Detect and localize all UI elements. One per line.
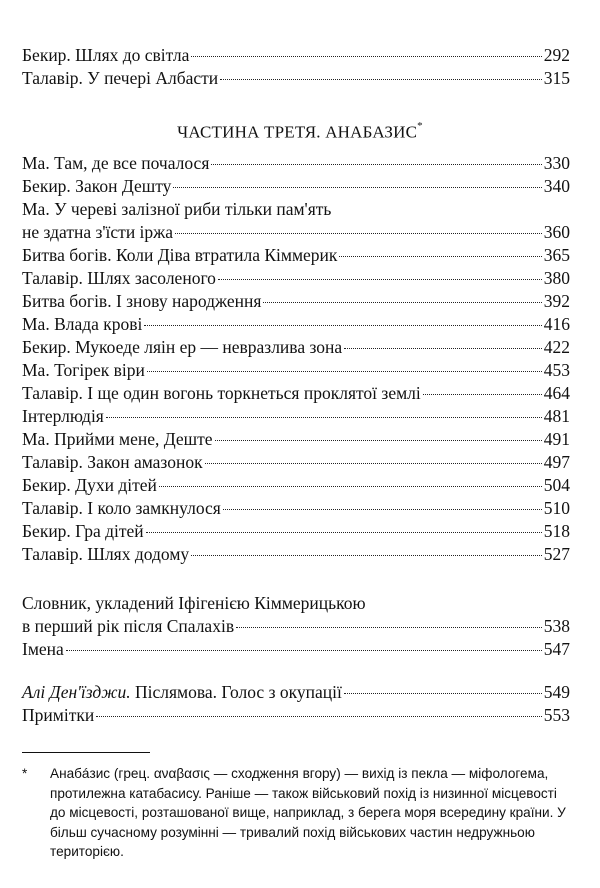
toc-entry-title: Талавір. І ще один вогонь торкнеться проклятої землі [22,383,421,403]
toc-entry-title: Битва богів. І знову народження [22,291,262,311]
toc-leader-dots [339,256,541,257]
toc-entry [22,175,570,198]
toc-entry-title: Талавір. І коло замкнулося [22,498,221,518]
footnote-mark: * [417,120,423,132]
toc-entry [22,638,570,661]
toc-entry-page: 491 [543,429,570,449]
toc-entry-title: Ма. Влада крові [22,314,143,334]
toc-entry-page: 365 [543,245,570,265]
toc-entry-title-line1: Ма. У череві залізної риби тільки пам'ять [22,199,332,219]
toc-entry-page: 510 [543,498,570,518]
toc-entry [22,313,570,336]
toc-part-three-section [22,152,570,566]
afterword-title: Післямова. Голос з окупації [130,682,342,702]
toc-entry [22,615,570,638]
toc-entry [22,290,570,313]
footnote-mark: * [22,766,28,781]
afterword-author: Алі Ден'їзджи. [22,682,131,702]
toc-entry [22,44,570,67]
toc-entry [22,405,570,428]
toc-entry [22,520,570,543]
toc-leader-dots [146,532,542,533]
footnote-text: Анабáзис (грец. αναβασις — сходження вгору) — вихід із пекла — міфологема, протилежна катабасису. Раніше — також військовий похід із низинної місцевості до місцевості, розташованої вище, наприклад, з берега моря всередину країни. У більш сучасному розумінні — тривалий похід військових частин недружньою територією. [50,766,566,859]
toc-leader-dots [423,394,542,395]
toc-entry-title: Битва богів. Коли Діва втратила Кіммерик [22,245,338,265]
toc-entry [22,67,570,90]
toc-entry [22,497,570,520]
toc-entry-page: 360 [543,222,570,242]
toc-leader-dots [175,233,542,234]
toc-leader-dots [211,164,541,165]
toc-appendix-section [22,592,570,661]
toc-entry-title: Талавір. У печері Албасти [22,68,219,88]
toc-entry-title: Бекир. Мукоеде ляін ер — невразлива зона [22,337,343,357]
toc-leader-dots [344,693,542,694]
toc-entry [22,428,570,451]
toc-entry-page: 340 [543,176,570,196]
toc-leader-dots [344,348,542,349]
toc-entry-title: Ма. Прийми мене, Деште [22,429,213,449]
toc-entry [22,474,570,497]
toc-entry [22,543,570,566]
toc-entry-title: Імена [22,639,64,659]
toc-entry-page: 547 [543,639,570,659]
toc-entry-page: 315 [543,68,570,88]
toc-entry-page: 292 [543,45,570,65]
toc-entry-title: Ма. Там, де все почалося [22,153,210,173]
toc-entry-title: Бекир. Шлях до світла [22,45,190,65]
toc-entry-title: Талавір. Шлях засоленого [22,268,216,288]
toc-entry-title: Талавір. Шлях додому [22,544,190,564]
toc-entry-title: Бекир. Закон Дешту [22,176,172,196]
toc-leader-dots [144,325,541,326]
toc-entry-title [22,681,342,704]
part-heading-text: ЧАСТИНА ТРЕТЯ. АНАБАЗИС [177,122,418,142]
toc-entry [22,359,570,382]
toc-entry-page: 497 [543,452,570,472]
toc-top-section [22,44,570,90]
toc-entry [22,382,570,405]
toc-entry-page: 481 [543,406,570,426]
toc-leader-dots [205,463,542,464]
toc-entry-title: Примітки [22,705,95,725]
toc-leader-dots [220,79,542,80]
part-heading [0,122,600,143]
toc-leader-dots [159,486,542,487]
toc-leader-dots [106,417,542,418]
toc-leader-dots [215,440,542,441]
toc-entry-title: Бекир. Гра дітей [22,521,144,541]
toc-entry-title: Інтерлюдія [22,406,104,426]
toc-entry-title: Талавір. Закон амазонок [22,452,203,472]
toc-entry [22,221,570,244]
toc-leader-dots [263,302,541,303]
toc-leader-dots [223,509,542,510]
toc-entry-title: в перший рік після Спалахів [22,616,235,636]
toc-leader-dots [191,555,542,556]
toc-entry-title: не здатна з'їсти іржа [22,222,174,242]
toc-entry-page: 538 [543,616,570,636]
toc-leader-dots [218,279,542,280]
toc-entry-page: 380 [543,268,570,288]
toc-entry-page: 553 [543,705,570,725]
toc-entry-page: 527 [543,544,570,564]
toc-entry-page: 518 [543,521,570,541]
toc-entry-title: Ма. Тогірек віри [22,360,145,380]
toc-entry-page: 464 [543,383,570,403]
toc-entry-page: 549 [543,682,570,702]
toc-leader-dots [96,716,542,717]
toc-entry-page: 453 [543,360,570,380]
toc-leader-dots [66,650,542,651]
toc-entry-page: 330 [543,153,570,173]
footnote [22,764,570,862]
toc-leader-dots [147,371,542,372]
toc-entry [22,244,570,267]
toc-entry [22,152,570,175]
footnote-divider [22,752,150,753]
toc-entry [22,267,570,290]
toc-entry [22,681,570,704]
toc-entry [22,336,570,359]
toc-leader-dots [191,56,541,57]
toc-back-matter-section [22,681,570,727]
toc-leader-dots [173,187,541,188]
toc-entry-page: 504 [543,475,570,495]
toc-entry-page: 392 [543,291,570,311]
toc-entry-title-line1: Словник, укладений Іфігенією Кіммерицькою [22,593,366,613]
toc-entry-page: 416 [543,314,570,334]
toc-entry-title: Бекир. Духи дітей [22,475,157,495]
toc-leader-dots [236,627,542,628]
toc-entry [22,704,570,727]
toc-entry-page: 422 [543,337,570,357]
toc-entry [22,451,570,474]
